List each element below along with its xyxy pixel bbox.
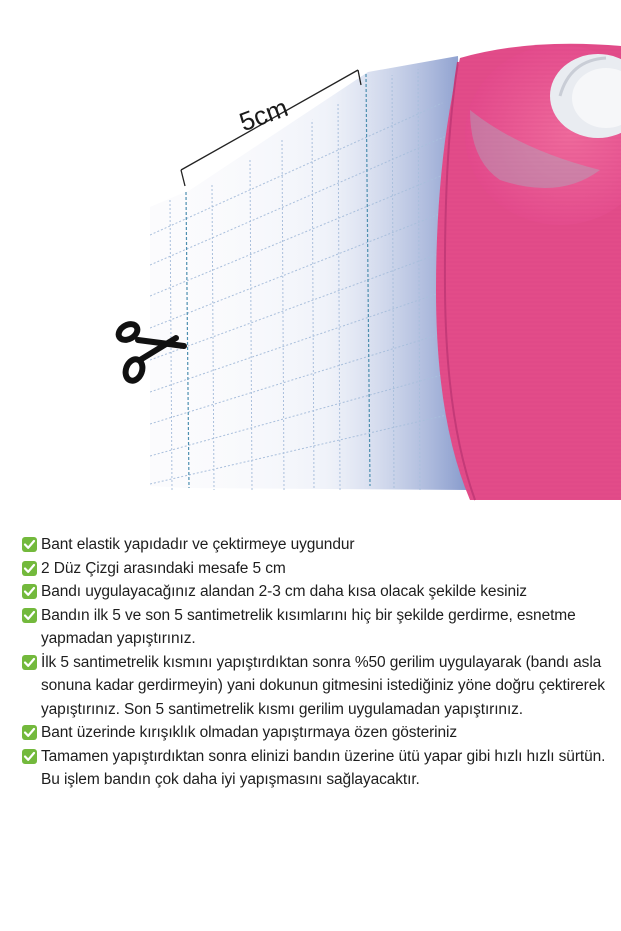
check-mark-icon [22, 537, 37, 552]
instruction-text: 2 Düz Çizgi arasındaki mesafe 5 cm [41, 559, 286, 577]
instruction-text: Bandın ilk 5 ve son 5 santimetrelik kısımlarını hiç bir şekilde gerdirme, esnetme yapmadan yapıştırınız. [41, 606, 576, 647]
backing-paper-strip [150, 56, 470, 490]
check-mark-icon [22, 749, 37, 764]
instruction-text: Bant üzerinde kırışıklık olmadan yapıştırmaya özen gösteriniz [41, 724, 458, 741]
tape-roll [436, 44, 621, 500]
instruction-item [22, 651, 617, 722]
instruction-text: Bant elastik yapıdadır ve çektirmeye uygundur [41, 536, 355, 553]
instruction-text: Bandı uygulayacağınız alandan 2-3 cm daha kısa olacak şekilde kesiniz [41, 583, 527, 600]
instruction-text: Tamamen yapıştırdıktan sonra elinizi bandın üzerine ütü yapar gibi hızlı hızlı sürtün. Bu işlem bandın çok daha iyi yapışmasını sağlayacaktır. [41, 747, 606, 788]
instruction-list [22, 533, 617, 792]
check-mark-icon [22, 608, 37, 623]
instruction-text: İlk 5 santimetrelik kısmını yapıştırdıktan sonra %50 gerilim uygulayarak (bandı asla sonuna kadar gerdirmeyin) yani dokunun gitmesini istediğiniz yöne doğru çektirerek yapıştırınız. Son 5 santimetrelik kısmı gerilim uygulamadan yapıştırınız. [41, 653, 605, 718]
measurement-label: 5cm [235, 92, 292, 138]
check-mark-icon [22, 584, 37, 599]
instruction-item [22, 557, 617, 581]
check-mark-icon [22, 561, 37, 576]
instruction-item [22, 533, 617, 557]
instruction-item [22, 604, 617, 651]
instruction-item [22, 721, 617, 745]
check-mark-icon [22, 725, 37, 740]
check-mark-icon [22, 655, 37, 670]
instruction-item [22, 580, 617, 604]
instruction-item [22, 745, 617, 792]
